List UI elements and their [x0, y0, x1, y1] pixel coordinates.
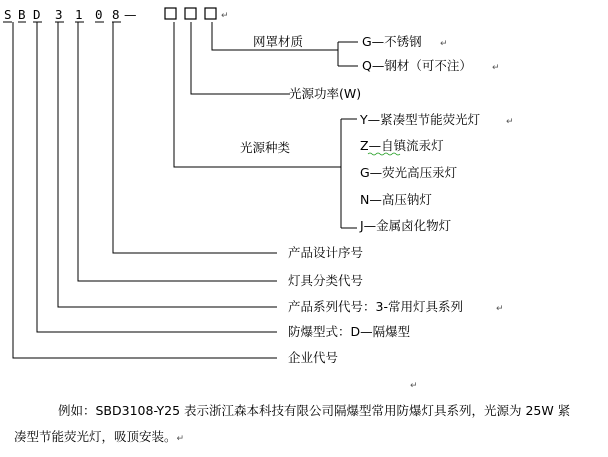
code-dash: —	[124, 7, 137, 22]
connector-design-number	[113, 22, 277, 253]
connector-company-code	[13, 22, 277, 358]
example-line-2: 凑型节能荧光灯，吸顶安装。	[14, 429, 177, 444]
option-light-source-y: Y—紧凑型节能荧光灯	[360, 112, 481, 127]
option-material-q: Q—钢材（可不注）	[362, 58, 472, 73]
example-paragraph	[14, 398, 608, 452]
spellcheck-underline	[368, 153, 400, 155]
label-series: 产品系列代号：3-常用灯具系列	[288, 299, 463, 314]
option-light-source-z: Z—自镇流汞灯	[360, 138, 444, 153]
code-char-s: S	[4, 7, 12, 22]
paragraph-mark-light-y: ↵	[506, 117, 514, 127]
code-char-0: 0	[95, 7, 103, 22]
example-line-1: 例如：SBD3108-Y25 表示浙江森本科技有限公司隔爆型常用防爆灯具系列，光源为 25W 紧	[58, 403, 571, 418]
code-box-material	[205, 8, 216, 19]
code-box-power	[185, 8, 196, 19]
code-char-3: 3	[55, 7, 63, 22]
label-explosion-type: 防爆型式：D—隔爆型	[288, 324, 411, 339]
code-char-1: 1	[75, 7, 83, 22]
paragraph-mark-example: ↵	[176, 434, 185, 444]
paragraph-mark-material-g: ↵	[440, 39, 448, 49]
option-material-g: G—不锈钢	[362, 34, 422, 49]
option-light-source-n: N—高压钠灯	[360, 192, 432, 207]
bracket-material	[338, 42, 358, 66]
label-company-code: 企业代号	[288, 350, 339, 365]
code-char-d: D	[33, 7, 41, 22]
bracket-light-source	[341, 119, 357, 228]
label-design-number: 产品设计序号	[288, 245, 364, 260]
code-char-8: 8	[112, 7, 120, 22]
option-light-source-g: G—荧光高压汞灯	[360, 165, 458, 180]
connector-explosion-type	[37, 22, 277, 332]
label-power: 光源功率(W)	[289, 86, 362, 101]
connector-series	[58, 22, 277, 307]
paragraph-mark-blank: ↵	[410, 381, 418, 391]
paragraph-mark-series: ↵	[496, 304, 504, 314]
code-char-b: B	[18, 7, 26, 22]
paragraph-mark-code: ↵	[221, 11, 229, 21]
code-box-light-source	[165, 8, 176, 19]
option-light-source-j: J—金属卤化物灯	[360, 218, 452, 233]
connector-power	[191, 22, 290, 94]
label-classification: 灯具分类代号	[288, 273, 364, 288]
paragraph-mark-material-q: ↵	[492, 63, 500, 73]
label-light-source: 光源种类	[240, 140, 291, 155]
label-material: 网罩材质	[253, 34, 304, 49]
